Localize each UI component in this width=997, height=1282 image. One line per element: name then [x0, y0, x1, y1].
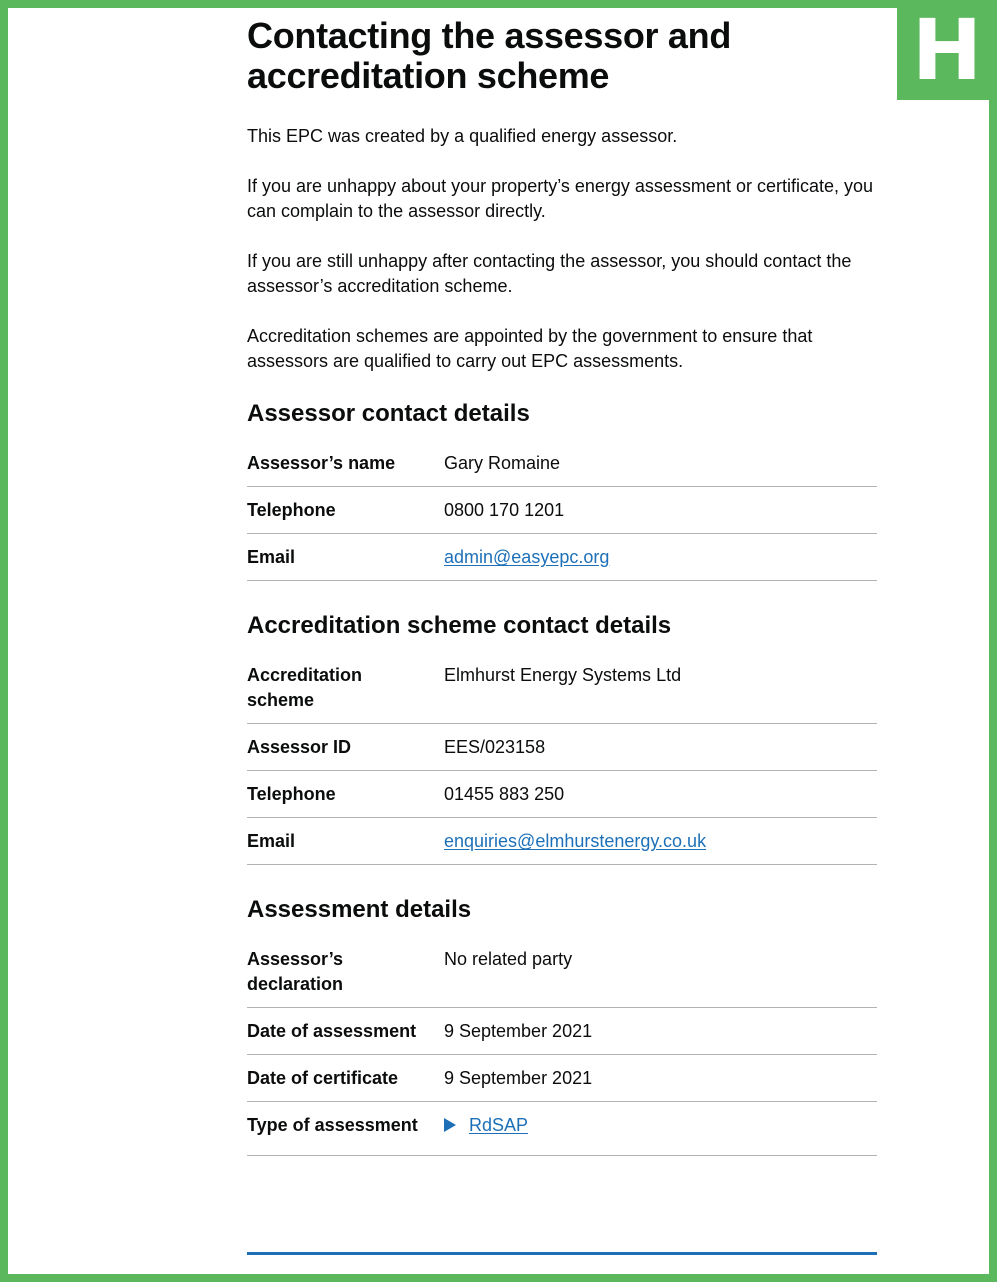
row-label: Assessor ID	[247, 724, 444, 771]
row-label: Email	[247, 818, 444, 865]
section-badge: H	[897, 0, 997, 100]
date-of-assessment: 9 September 2021	[444, 1008, 877, 1055]
row-label: Assessor’s declaration	[247, 947, 444, 1008]
intro-paragraph-1: This EPC was created by a qualified energy assessor.	[247, 126, 678, 146]
table-row	[247, 1055, 877, 1102]
assessor-name: Gary Romaine	[444, 451, 877, 487]
table-row	[247, 771, 877, 818]
row-label: Telephone	[247, 487, 444, 534]
table-row	[247, 947, 877, 1008]
intro-paragraph-4: Accreditation schemes are appointed by the government to ensure that assessors are qualified to carry out EPC assessments.	[247, 326, 813, 371]
row-label: Telephone	[247, 771, 444, 818]
date-of-certificate: 9 September 2021	[444, 1055, 877, 1102]
row-label: Type of assessment	[247, 1102, 444, 1156]
assessor-contact-heading: Assessor contact details	[247, 400, 530, 427]
table-row	[247, 818, 877, 865]
main-content	[247, 16, 877, 1186]
intro-paragraph-2: If you are unhappy about your property’s energy assessment or certificate, you can complain to the assessor directly.	[247, 176, 874, 221]
row-label: Email	[247, 534, 444, 581]
intro-paragraph-3: If you are still unhappy after contacting the assessor, you should contact the assessor’s accreditation scheme.	[247, 251, 852, 296]
row-label: Assessor’s name	[247, 451, 444, 487]
assessment-details-heading: Assessment details	[247, 896, 472, 923]
row-label: Date of certificate	[247, 1055, 444, 1102]
table-row	[247, 487, 877, 534]
section-divider	[247, 1252, 877, 1255]
table-row	[247, 724, 877, 771]
assessment-type-toggle[interactable]: RdSAP	[469, 1115, 529, 1135]
scheme-contact-heading: Accreditation scheme contact details	[247, 612, 672, 639]
assessor-declaration: No related party	[444, 947, 877, 1008]
assessor-telephone: 0800 170 1201	[444, 487, 877, 534]
table-row	[247, 534, 877, 581]
table-row	[247, 663, 877, 724]
assessor-id: EES/023158	[444, 724, 877, 771]
scheme-email-link[interactable]: enquiries@elmhurstenergy.co.uk	[444, 831, 707, 851]
assessment-details-table	[247, 947, 877, 1156]
scheme-contact-table	[247, 663, 877, 865]
table-row	[247, 1102, 877, 1156]
page-title: Contacting the assessor and accreditation scheme	[247, 15, 732, 96]
disclosure-triangle-icon[interactable]	[444, 1118, 456, 1132]
scheme-telephone: 01455 883 250	[444, 771, 877, 818]
table-row	[247, 1008, 877, 1055]
assessor-contact-table	[247, 451, 877, 581]
assessor-email-link[interactable]: admin@easyepc.org	[444, 547, 610, 567]
row-label: Date of assessment	[247, 1008, 444, 1055]
row-label: Accreditation scheme	[247, 663, 444, 724]
table-row	[247, 451, 877, 487]
scheme-name: Elmhurst Energy Systems Ltd	[444, 663, 877, 724]
